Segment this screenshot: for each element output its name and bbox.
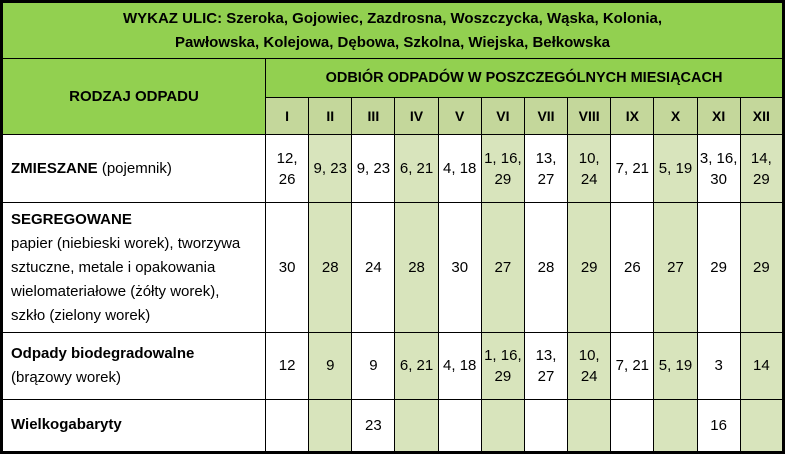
table-cell: 27 [654,203,697,333]
table-cell: 5, 19 [654,134,697,202]
table-cell: 10, 24 [568,333,611,399]
table-cell: 29 [740,203,783,333]
table-cell [438,399,481,452]
waste-type-column-header: RODZAJ ODPADU [2,59,266,134]
table-row-zmieszane [2,134,784,202]
table-cell: 9, 23 [309,134,352,202]
table-row-segregowane [2,203,784,333]
table-cell [568,399,611,452]
row-label-wielkogabaryty [2,399,266,452]
row-label-bold: Wielkogabaryty [11,416,122,434]
table-cell: 30 [266,203,309,333]
row-label-rest: papier (niebieski worek), tworzywa sztuczne, metale i opakowania wielomateriałowe (żółty worek), szkło (zielony worek) [11,234,241,324]
table-cell [481,399,524,452]
table-cell: 6, 21 [395,134,438,202]
table-cell: 9 [352,333,395,399]
row-label-bold: Odpady biodegradowalne [11,344,195,362]
row-label-rest: (pojemnik) [97,159,172,177]
table-cell: 27 [481,203,524,333]
table-cell: 12 [266,333,309,399]
row-label-biodegradowalne [2,333,266,399]
street-list-header [2,2,784,59]
table-cell: 6, 21 [395,333,438,399]
table-cell: 12, 26 [266,134,309,202]
row-label-bold: ZMIESZANE [11,159,98,177]
table-cell: 29 [568,203,611,333]
table-cell: 16 [697,399,740,452]
street-list-line1: WYKAZ ULIC: Szeroka, Gojowiec, Zazdrosna, Woszczycka, Wąska, Kolonia, [122,9,662,27]
table-cell: 9 [309,333,352,399]
table-cell [611,399,654,452]
table-cell: 3 [697,333,740,399]
row-label-bold: SEGREGOWANE [11,210,132,228]
table-cell: 13, 27 [524,333,567,399]
table-cell [309,399,352,452]
table-cell: 9, 23 [352,134,395,202]
table-cell [524,399,567,452]
row-label-zmieszane [2,134,266,202]
month-header: VIII [568,97,611,134]
table-cell: 13, 27 [524,134,567,202]
month-header: X [654,97,697,134]
month-header: IV [395,97,438,134]
table-cell: 14 [740,333,783,399]
table-cell: 7, 21 [611,333,654,399]
street-list-line2: Pawłowska, Kolejowa, Dębowa, Szkolna, Wiejska, Bełkowska [174,33,611,51]
months-title-header: ODBIÓR ODPADÓW W POSZCZEGÓLNYCH MIESIĄCACH [266,59,784,97]
table-cell [740,399,783,452]
month-header: I [266,97,309,134]
row-label-segregowane [2,203,266,333]
month-header: XI [697,97,740,134]
table-cell: 28 [524,203,567,333]
table-cell: 23 [352,399,395,452]
table-cell: 26 [611,203,654,333]
table-cell: 3, 16, 30 [697,134,740,202]
table-cell: 29 [697,203,740,333]
table-cell: 7, 21 [611,134,654,202]
table-cell: 28 [309,203,352,333]
table-cell: 28 [395,203,438,333]
table-cell: 5, 19 [654,333,697,399]
table-cell: 4, 18 [438,134,481,202]
table-cell: 30 [438,203,481,333]
table-cell: 4, 18 [438,333,481,399]
table-cell: 1, 16, 29 [481,333,524,399]
table-cell: 1, 16, 29 [481,134,524,202]
month-header: VII [524,97,567,134]
table-cell [266,399,309,452]
table-row-biodegradowalne [2,333,784,399]
table-row-wielkogabaryty [2,399,784,452]
month-header: III [352,97,395,134]
table-cell: 14, 29 [740,134,783,202]
month-header: V [438,97,481,134]
month-header: II [309,97,352,134]
street-list-header-row [2,2,784,59]
row-label-rest: (brązowy worek) [11,368,122,386]
month-header: IX [611,97,654,134]
table-cell [395,399,438,452]
month-header: XII [740,97,783,134]
table-cell [654,399,697,452]
table-cell: 10, 24 [568,134,611,202]
month-header: VI [481,97,524,134]
column-header-row [2,59,784,97]
table-cell: 24 [352,203,395,333]
